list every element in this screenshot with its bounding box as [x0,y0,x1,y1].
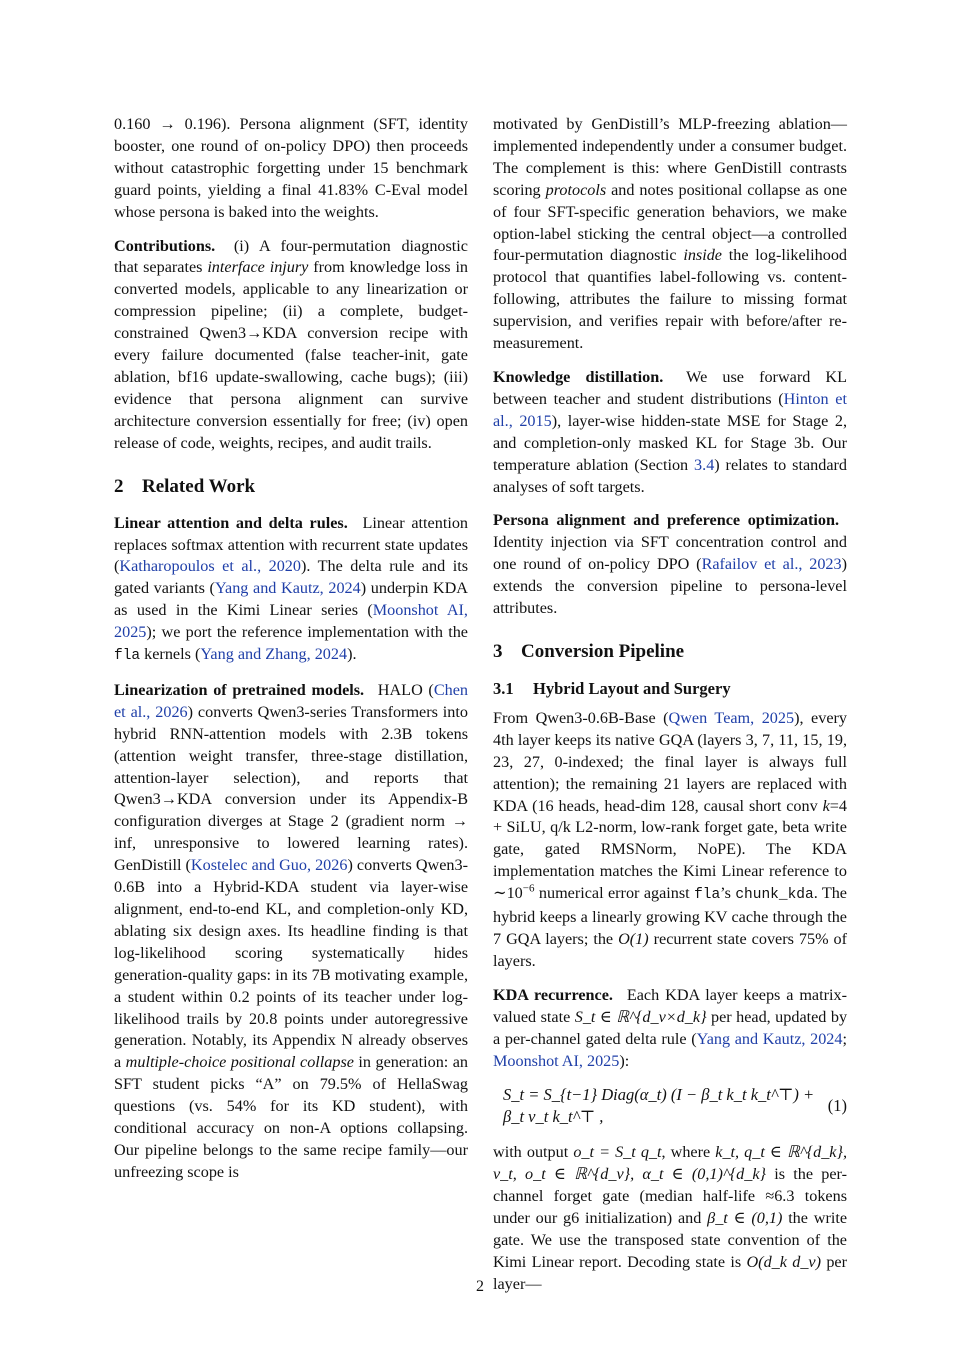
paragraph-knowledge-distillation: Knowledge distillation. We use forward KL between teacher and student distributions (Hinton et al., 2015), layer-wise hidden-state MSE for Stage 2, and completion-only masked KL for Stage 3b. Our temperature ablation (Section 3.4) relates to standard analyses of soft targets. [493,367,847,496]
citation-link[interactable]: Chen et al., 2026 [114,680,468,721]
paragraph-contributions: Contributions. (i) A four-permutation diagnostic that separates interface injury from knowledge loss in converted models, applicable to any linearization or compression pipeline; (ii) a complete, budget-constrained Qwen3→KDA conversion recipe with every failure documented (false teacher-init, gate ablation, bf16 update-swallowing, cache bugs); (iii) evidence that persona alignment can survive architecture conversion essentially for free; (iv) open release of code, weights, recipes, and audit trails. [114,236,469,452]
section-heading: 3 Conversion Pipeline [493,640,685,662]
run-in-heading: Contributions. [114,236,216,255]
run-in-heading: Persona alignment and preference optimization. [493,511,839,530]
paragraph-linear-attention: Linear attention and delta rules. Linear attention replaces softmax attention with recurrent state updates (Katharopoulos et al., 2020). The delta rule and its gated variants (Yang and Kautz, 2024) underpin KDA as used in the Kimi Linear series (Moonshot AI, 2025); we port the reference implementation with the fla kernels (Yang and Zhang, 2024). [114,513,469,665]
paragraph-continuation: motivated by GenDistill’s MLP-freezing ablation—implemented independently under a consumer budget. The complement is this: where GenDistill contrasts scoring protocols and notes positional collapse as one of four SFT-specific generation behaviors, we make option-label sticking the central object—a controlled four-permutation diagnostic inside the log-likelihood protocol that quantifies label-following vs. content-following, attributes the failure to missing format supervision, and verifies repair with before/after re-measurement. [493,115,848,353]
run-in-heading: Knowledge distillation. [493,367,664,386]
paragraph-linearization: Linearization of pretrained models. HALO (Chen et al., 2026) converts Qwen3-series Transformers into hybrid RNN-attention models with 2.3B tokens (attention weight transfer, three-stage distillation, attention-layer selection), and reports that Qwen3→KDA conversion under its Appendix-B configuration diverges at Stage 2 (gradient norm → inf, unresponsive to lowered learning rates). GenDistill (Kostelec and Guo, 2026) converts Qwen3-0.6B into a Hybrid-KDA student via layer-wise alignment, end-to-end KL, and completion-only KD, ablating six design axes. Its headline finding is that log-likelihood scoring systematically hides generation-quality gaps: in its 7B motivating example, a student within 0.2 points of its teacher under log-likelihood trails by 20.8 points under autoregressive generation. Notably, its Appendix N already observes a multiple-choice positional collapse in generation: an SFT student picks “A” on 79.5% of HellaSwag questions (vs. 54% for its KD student), with conditional accuracy on non-A options collapsing. Our pipeline belongs to the same recipe family—our unfreezing scope is [114,680,469,1181]
paragraph-persona-alignment: Persona alignment and preference optimization. Identity injection via SFT concentration control and one round of on-policy DPO (Rafailov et al., 2023) extends the conversion pipeline to persona-level attributes. [493,511,847,618]
citation-link[interactable]: Moonshot AI, 2025 [493,1051,620,1070]
citation-link[interactable]: Katharopoulos et al., 2020 [119,557,301,576]
right-column [493,114,847,1308]
code-text: fla [694,887,721,904]
equation-body: S_t = S_{t−1} Diag(α_t) (I − β_t k_t k_t^⊤) + β_t v_t k_t^⊤ , [503,1085,815,1127]
citation-link[interactable]: Yang and Kautz, 2024 [214,579,361,598]
paragraph-kda-recurrence: KDA recurrence. Each KDA layer keeps a matrix-valued state S_t ∈ ℝ^{d_v×d_k} per head, updated by a per-channel gated delta rule (Yang and Kautz, 2024; Moonshot AI, 2025): [493,985,848,1070]
citation-link[interactable]: Qwen Team, 2025 [668,708,795,727]
paragraph-hybrid-layout: From Qwen3-0.6B-Base (Qwen Team, 2025), every 4th layer keeps its native GQA (layers 3, 7, 11, 15, 19, 23, 27, 0-indexed; the final layer is always full attention); the remaining 21 layers are replaced with KDA (16 heads, head-dim 128, causal short conv k=4 + SiLU, q/k L2-norm, low-rank forget gate, beta write gate, gated RMSNorm, NoPE). The KDA implementation matches the Kimi Linear reference to $\sim 10^{-6}$ numerical error against fla’s chunk_kda. The hybrid keeps a linearly growing KV cache through the 7 GQA layers; the O(1) recurrent state covers 75% of layers. [493,708,848,970]
section-link[interactable]: 3.4 [694,455,715,474]
citation-link[interactable]: Rafailov et al., 2023 [701,555,842,574]
code-text: fla [114,648,141,665]
run-in-heading: Linear attention and delta rules. [114,513,348,532]
section-heading: 2 Related Work [114,475,256,497]
page-number: 2 [476,1278,484,1295]
equation-1 [493,1084,847,1128]
citation-link[interactable]: Yang and Kautz, 2024 [696,1029,843,1048]
run-in-heading: Linearization of pretrained models. [114,680,365,699]
subsection-heading: 3.1 Hybrid Layout and Surgery [493,678,731,698]
citation-link[interactable]: Hinton et al., 2015 [493,389,847,430]
citation-link[interactable]: Moonshot AI, 2025 [114,601,468,642]
code-text: chunk_kda [735,887,814,904]
left-column [114,114,468,1196]
paragraph-output-definition: with output o_t = S_t q_t, where k_t, q_t ∈ ℝ^{d_k}, v_t, o_t ∈ ℝ^{d_v}, α_t ∈ (0,1)^{d_k} is the per-channel forget gate (median half-life ≈6.3 tokens under our g6 initialization) and β_t ∈ (0,1) the write gate. We use the transposed state convention of the Kimi Linear report. Decoding state is O(d_k d_v) per layer— [493,1143,848,1293]
equation-number: (1) [827,1096,847,1116]
citation-link[interactable]: Yang and Zhang, 2024 [200,645,348,664]
run-in-heading: KDA recurrence. [493,985,613,1004]
citation-link[interactable]: Kostelec and Guo, 2026 [190,856,348,875]
paragraph-continuation: 0.160 → 0.196). Persona alignment (SFT, identity booster, one round of on-policy DPO) then proceeds without catastrophic forgetting under 15 benchmark guard points, yielding a final 41.83% C-Eval model whose persona is baked into the weights. [114,115,468,221]
